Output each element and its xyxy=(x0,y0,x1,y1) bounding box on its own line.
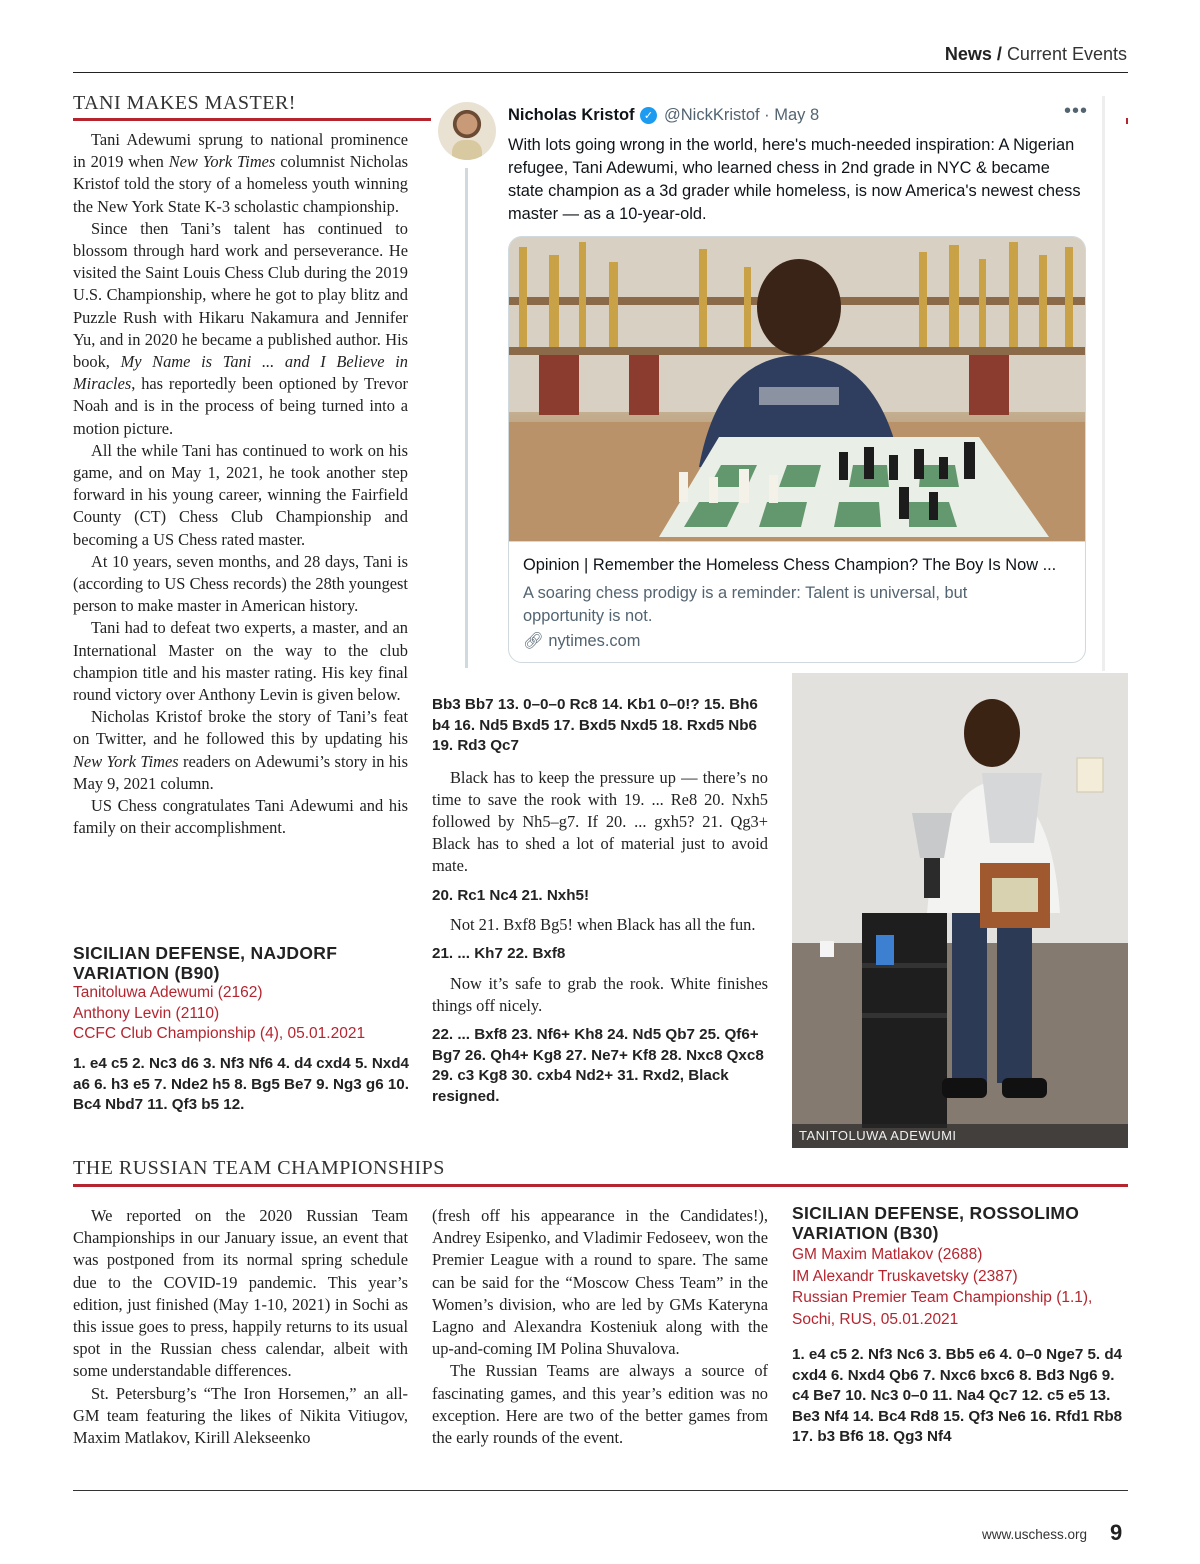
article-body-russian-col2 xyxy=(432,1205,768,1449)
paragraph: Nicholas Kristof broke the story of Tani’s feat on Twitter, and he followed this by updating his New York Times readers on Adewumi’s story in his May 9, 2021 column. xyxy=(73,707,408,793)
tweet-card-domain[interactable] xyxy=(523,632,640,651)
game1-note-1: Black has to keep the pressure up — there’s no time to save the rook with 19. ... Re8 20. Nxh5 followed by Nh5–g7. If 20. ... gxh5? 21. Qg3+ Black has to shed a lot of material just to avoid mate. xyxy=(432,767,768,876)
verified-check-icon: ✓ xyxy=(640,107,657,124)
edge-marker xyxy=(1126,118,1128,124)
top-rule xyxy=(73,72,1128,73)
game1-moves-a: 1. e4 c5 2. Nc3 d6 3. Nf3 Nf6 4. d4 cxd4 5. Nxd4 a6 6. h3 e5 7. Nde2 h5 8. Bg5 Be7 9. Ng3 g6 10. Bc4 Nbd7 11. Qf3 b5 12. xyxy=(73,1055,409,1113)
bottom-rule xyxy=(73,1490,1128,1491)
article-heading-tani: TANI MAKES MASTER! xyxy=(73,92,296,114)
footer-url[interactable]: www.uschess.org xyxy=(982,1527,1088,1542)
paragraph: Tani had to defeat two experts, a master, and an International Master on the way to the club champion title and his master rating. His key final round victory over Anthony Levin is given below. xyxy=(73,618,408,705)
game1-moves-e: 22. ... Bxf8 23. Nf6+ Kh8 24. Nd5 Qb7 25. Qf6+ Bg7 26. Qh4+ Kg8 27. Ne7+ Kf8 28. Nxc8 Qxc8 29. c3 Kg8 30. cxb4 Nd2+ 31. Rxd2, Black resigned. xyxy=(432,1026,764,1105)
tweet-card-domain-text: nytimes.com xyxy=(548,632,641,650)
photo-caption-bar xyxy=(792,1124,1128,1148)
game1-event: CCFC Club Championship (4), 05.01.2021 xyxy=(73,1025,366,1042)
tweet-avatar[interactable] xyxy=(438,102,496,160)
game1-moves-d: 21. ... Kh7 22. Bxf8 xyxy=(432,945,566,963)
running-head xyxy=(945,44,1127,65)
game1-moves-c: 20. Rc1 Nc4 21. Nxh5! xyxy=(432,886,590,904)
game2-white-player: GM Maxim Matlakov (2688) xyxy=(792,1246,983,1263)
tweet-thread-line xyxy=(465,168,468,668)
paragraph: All the while Tani has continued to work on his game, and on May 1, 2021, he took another step forward in his young career, winning the Fairfield County (CT) Chess Club Championship and becoming a US Chess rated master. xyxy=(73,440,408,549)
paragraph: At 10 years, seven months, and 28 days, Tani is (according to US Chess records) the 28th youngest person to make master in American history. xyxy=(73,551,408,616)
tweet-card-title[interactable]: Opinion | Remember the Homeless Chess Champion? The Boy Is Now ... xyxy=(523,556,1057,574)
paragraph: We reported on the 2020 Russian Team Championships in our January issue, an event that was postponed from its normal spring schedule due to the COVID-19 pandemic. This year’s edition, just finished (May 1-10, 2021) in Sochi as this issue goes to press, happily returns to its usual spot in the Russian chess calendar, albeit with some understandable differences. xyxy=(73,1206,408,1381)
article-body-russian-col1 xyxy=(73,1205,408,1449)
paragraph: The Russian Teams are always a source of fascinating games, and this year’s edition was no exception. Here are two of the better games from the early rounds of the event. xyxy=(432,1361,768,1448)
tweet-card-photo xyxy=(509,237,1086,541)
paragraph: Since then Tani’s talent has continued to blossom through hard work and perseverance. He visited the Saint Louis Chess Club during the 2019 U.S. Championship, where he got to play blitz and Puzzle Rush with Hikaru Nakamura and Jennifer Yu, and in 2020 he became a published author. His book, My Name is Tani ... and I Believe in Miracles, has reportedly been optioned by Trevor Noah and is in the process of being turned into a motion picture. xyxy=(73,218,408,438)
game1-note-3: Now it’s safe to grab the rook. White finishes things off nicely. xyxy=(432,973,768,1015)
game1-meta xyxy=(73,983,408,1045)
game2-event: Russian Premier Team Championship (1.1), Sochi, RUS, 05.01.2021 xyxy=(792,1289,1093,1328)
article-body-tani xyxy=(73,129,408,840)
running-head-subsection: Current Events xyxy=(1006,44,1127,64)
heading-red-rule-wide xyxy=(73,1184,1128,1187)
game2-moves: 1. e4 c5 2. Nf3 Nc6 3. Bb5 e6 4. 0–0 Nge7 5. d4 cxd4 6. Nxd4 Qb6 7. Nxc6 bxc6 8. Bd3 Ng6 9. c4 Be7 10. Nc3 0–0 11. Na4 Qc7 12. c5 e5 13. Be3 Nf4 14. Bc4 Rd8 15. Qf3 Ne6 16. Rfd1 Rb8 17. b3 Bf6 18. Qg3 Nf4 xyxy=(792,1346,1123,1445)
paragraph: St. Petersburg’s “The Iron Horsemen,” an all-GM team featuring the likes of Nikita Vitiugov, Maxim Matlakov, Kirill Alekseenko xyxy=(73,1383,408,1448)
photo-tani-trophies xyxy=(792,673,1128,1148)
tweet-author-name[interactable]: Nicholas Kristof xyxy=(508,106,635,124)
game2-title: SICILIAN DEFENSE, ROSSOLIMO VARIATION (B30) xyxy=(792,1203,1080,1243)
tweet-edge xyxy=(1102,96,1105,671)
tweet-text: With lots going wrong in the world, here's much-needed inspiration: A Nigerian refugee, Tani Adewumi, who learned chess in 2nd grade in NYC & became state champion as a 3d grader while homeless, is now America's newest chess master — as a 10-year-old. xyxy=(508,136,1081,223)
paragraph: US Chess congratulates Tani Adewumi and his family on their accomplishment. xyxy=(73,796,408,838)
running-head-section: News / xyxy=(944,44,1002,64)
game2-meta xyxy=(792,1244,1128,1330)
article-heading-russian: THE RUSSIAN TEAM CHAMPIONSHIPS xyxy=(73,1157,445,1179)
more-options-icon[interactable]: ••• xyxy=(1064,100,1089,122)
link-icon: 🔗︎ xyxy=(523,632,544,650)
game1-white-player: Tanitoluwa Adewumi (2162) xyxy=(73,984,263,1001)
game1-black-player: Anthony Levin (2110) xyxy=(73,1004,220,1022)
game1-note-2: Not 21. Bxf8 Bg5! when Black has all the fun. xyxy=(450,915,756,935)
paragraph: Tani Adewumi sprung to national prominence in 2019 when New York Times columnist Nicholas Kristof told the story of a homeless youth winning the New York State K-3 scholastic championship. xyxy=(73,130,408,216)
tweet-handle[interactable]: @NickKristof · May 8 xyxy=(664,106,820,124)
tweet-card-description: A soaring chess prodigy is a reminder: Talent is universal, but opportunity is not. xyxy=(523,584,968,625)
page-number: 9 xyxy=(1110,1520,1123,1545)
heading-red-rule xyxy=(73,118,431,121)
photo-caption: TANITOLUWA ADEWUMI xyxy=(799,1128,957,1143)
tweet-card-body xyxy=(509,541,1086,663)
game1-title: SICILIAN DEFENSE, NAJDORF VARIATION (B90) xyxy=(73,943,338,983)
paragraph: (fresh off his appearance in the Candidates!), Andrey Esipenko, and Vladimir Fedoseev, won the Premier League with a round to spare. The same can be said for the “Moscow Chess Team” in the Women’s division, who are led by GMs Kateryna Lagno and Alexandra Kosteniuk along with the up-and-coming IM Polina Shuvalova. xyxy=(432,1206,768,1359)
game1-continuation xyxy=(432,695,768,1107)
game1-moves-b: Bb3 Bb7 13. 0–0–0 Rc8 14. Kb1 0–0!? 15. Bh6 b4 16. Nd5 Bxd5 17. Bxd5 Nxd5 18. Rxd5 Nb6 19. Rd3 Qc7 xyxy=(432,696,758,754)
tweet-link-card[interactable] xyxy=(508,236,1086,663)
game2-black-player: IM Alexandr Truskavetsky (2387) xyxy=(792,1267,1018,1285)
